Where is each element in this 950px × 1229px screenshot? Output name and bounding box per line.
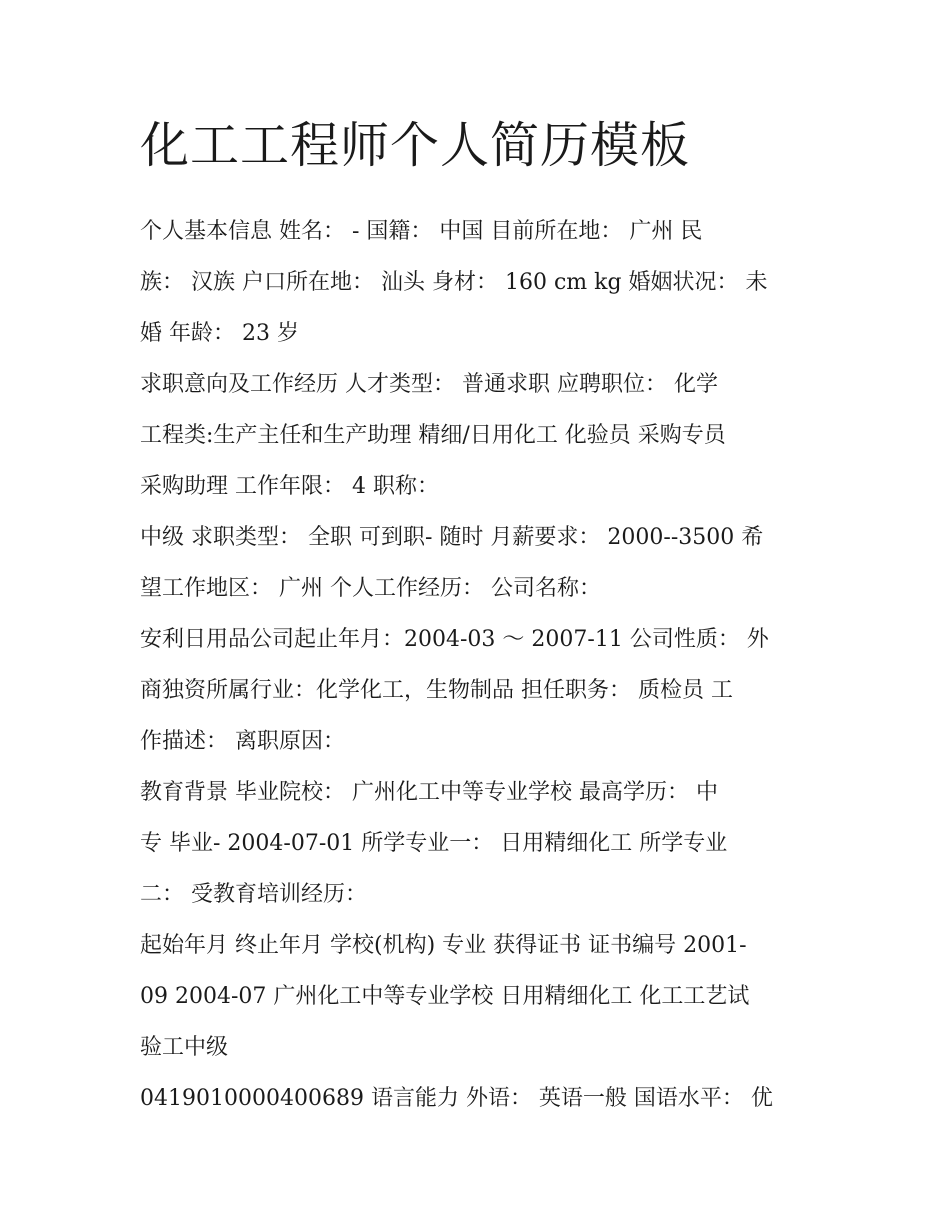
text-line-training-3: 验工中级 <box>140 1035 229 1060</box>
text-line-education-1: 教育背景 毕业院校： 广州化工中等专业学校 最高学历： 中 <box>140 780 718 805</box>
text-line-job-type-1: 中级 求职类型： 全职 可到职- 随时 月薪要求： 2000--3500 希 <box>140 525 764 550</box>
text-line-job-intention-1: 求职意向及工作经历 人才类型： 普通求职 应聘职位： 化学 <box>140 372 718 397</box>
text-line-training-1: 起始年月 终止年月 学校(机构) 专业 获得证书 证书编号 2001- <box>140 933 747 958</box>
document-page <box>140 112 808 1124</box>
document-title: 化工工程师个人简历模板 <box>140 117 691 174</box>
text-line-work-history-1: 安利日用品公司起止年月：2004-03 ～ 2007-11 公司性质： 外 <box>140 627 769 652</box>
text-line-job-intention-2: 工程类:生产主任和生产助理 精细/日用化工 化验员 采购专员 <box>140 423 726 448</box>
text-line-personal-info-1: 个人基本信息 姓名： - 国籍： 中国 目前所在地： 广州 民 <box>140 219 703 244</box>
text-line-work-history-2: 商独资所属行业：化学化工，生物制品 担任职务： 质检员 工 <box>140 678 733 703</box>
text-line-work-history-3: 作描述： 离职原因： <box>140 729 345 754</box>
text-line-training-2: 09 2004-07 广州化工中等专业学校 日用精细化工 化工工艺试 <box>140 984 750 1009</box>
text-line-personal-info-2: 族： 汉族 户口所在地： 汕头 身材： 160 cm kg 婚姻状况： 未 <box>140 270 768 295</box>
text-line-personal-info-3: 婚 年龄： 23 岁 <box>140 321 299 346</box>
text-line-education-2: 专 毕业- 2004-07-01 所学专业一： 日用精细化工 所学专业 <box>140 831 728 856</box>
text-line-education-3: 二： 受教育培训经历： <box>140 882 367 907</box>
text-line-job-intention-3: 采购助理 工作年限： 4 职称： <box>140 474 439 499</box>
text-line-job-type-2: 望工作地区： 广州 个人工作经历： 公司名称： <box>140 576 601 601</box>
text-line-language: 0419010000400689 语言能力 外语： 英语一般 国语水平： 优 <box>140 1086 773 1111</box>
